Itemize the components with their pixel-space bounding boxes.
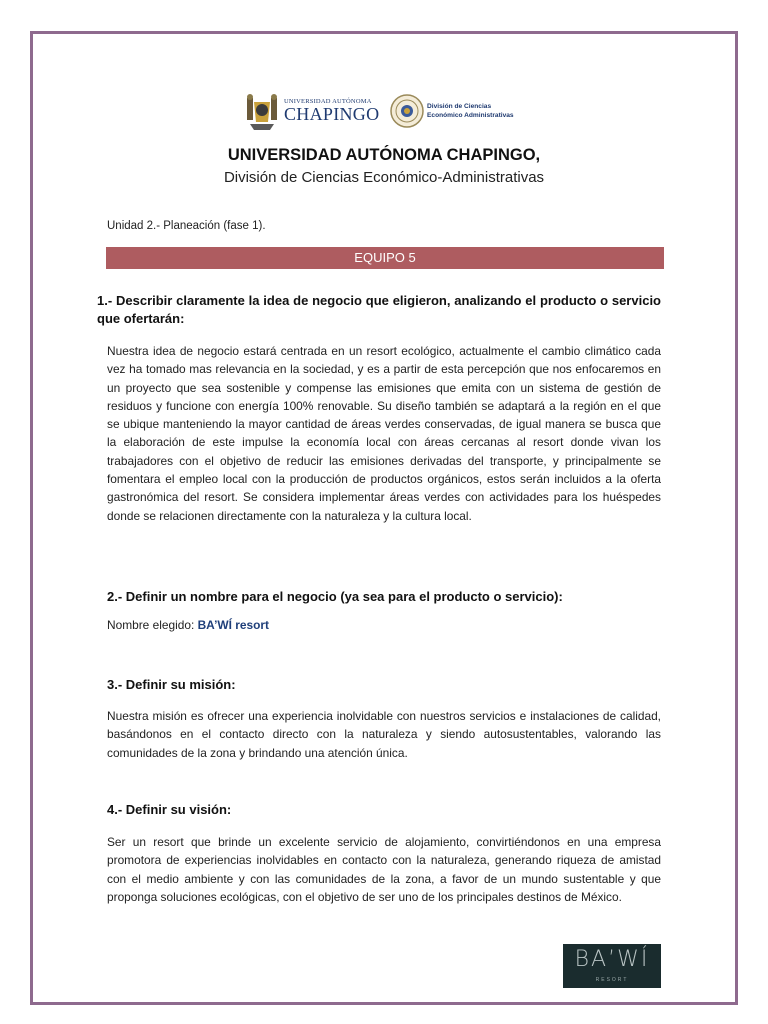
chapingo-logo-small-text: UNIVERSIDAD AUTÓNOMA xyxy=(284,98,372,105)
business-name-value: BA’WÍ resort xyxy=(197,618,269,632)
division-subtitle: División de Ciencias Económico-Administrativas xyxy=(223,169,545,186)
question-3-heading: 3.- Definir su misión: xyxy=(107,677,236,692)
bawi-resort-logo xyxy=(563,944,661,988)
answer-1-paragraph: Nuestra idea de negocio estará centrada en un resort ecológico, actualmente el cambio climático cada vez ha tomado mas relevancia en la sociedad, y es a partir de esta percepción que nos enfocaremos en un proyecto que sea sostenible y compense las emisiones que emita con un sistema de gestión de residuos y funcione con energía 100% renovable. Su diseño también se adaptará a la región en el que se ubique manteniendo la mayor cantidad de áreas verdes conservadas, de igual manera se busca que la elaboración de este impulse la economía local con áreas cercanas al resort donde vivan los trabajadores con el objetivo de reducir las emisiones derivadas del transporte, y principalmente se fomentara el empleo local con la producción de productos orgánicos, estos serán incluidos a la oferta gastronómica del resort. Se considera implementar áreas verdes con actividades para los huéspedes donde se relacionen directamente con la naturaleza y la cultura local. xyxy=(107,344,661,523)
university-title: UNIVERSIDAD AUTÓNOMA CHAPINGO, xyxy=(227,146,541,164)
team-banner: EQUIPO 5 xyxy=(106,247,664,269)
bawi-logo-text: BA’WÍ xyxy=(574,947,650,972)
division-seal-icon xyxy=(390,94,424,128)
question-4-heading: 4.- Definir su visión: xyxy=(107,802,232,817)
chapingo-logo xyxy=(244,92,379,132)
question-1-heading: 1.- Describir claramente la idea de negocio que eligieron, analizando el producto o servicio que ofertarán: xyxy=(97,293,661,326)
chapingo-emblem-icon xyxy=(244,92,280,132)
business-name-label: Nombre elegido: xyxy=(107,618,198,632)
question-2-heading: 2.- Definir un nombre para el negocio (ya sea para el producto o servicio): xyxy=(107,589,563,604)
division-logo-line1: División de Ciencias xyxy=(427,103,492,110)
division-logo-text xyxy=(427,103,514,120)
unit-label: Unidad 2.- Planeación (fase 1). xyxy=(107,220,266,232)
business-name-line xyxy=(107,618,269,632)
chapingo-logo-big-text: CHAPINGO xyxy=(284,104,380,124)
division-logo xyxy=(390,94,540,130)
mission-paragraph: Nuestra misión es ofrecer una experiencia inolvidable con nuestros servicios e instalaciones de calidad, basándonos en el contacto directo con la naturaleza y siendo autosustentables, valorando las comunidades de la zona y brindando una atención única. xyxy=(107,709,661,760)
header-logos xyxy=(244,92,534,132)
bawi-logo-subtext: RESORT xyxy=(595,977,629,983)
division-logo-line2: Económico Administrativas xyxy=(427,111,514,119)
vision-paragraph: Ser un resort que brinde un excelente servicio de alojamiento, convirtiéndonos en una empresa promotora de experiencias inolvidables en contacto con la naturaleza, generando riqueza de amistad con el medio ambiente y con las comunidades de la zona, a favor de un mundo sustentable y que proponga soluciones ecológicas, con el objetivo de ser uno de los principales destinos de México. xyxy=(107,835,661,904)
